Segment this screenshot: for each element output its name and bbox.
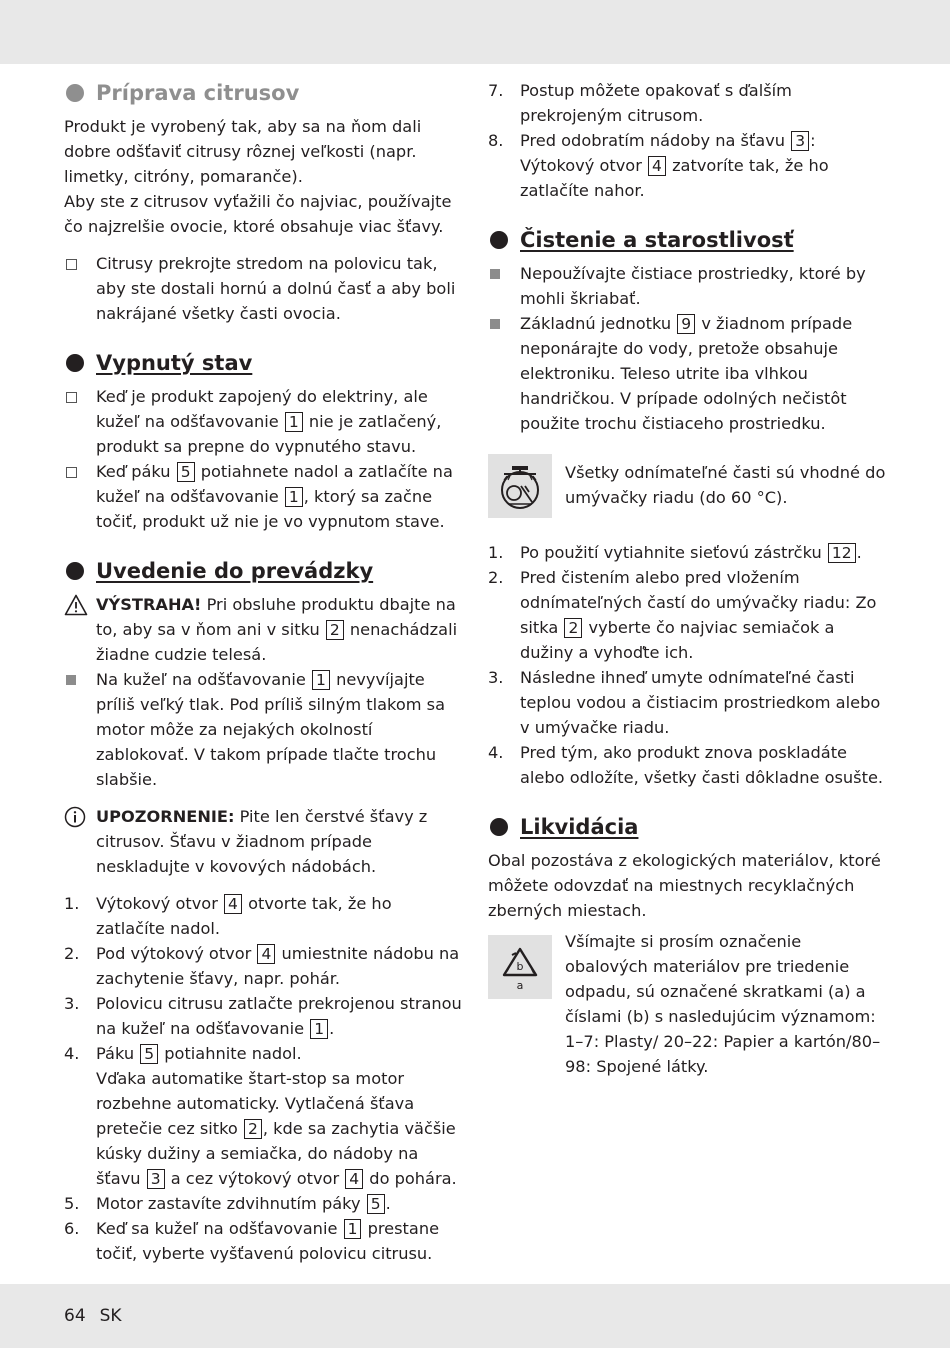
heading-vypnuty-stav: Vypnutý stav <box>64 348 464 378</box>
paragraph-intro-2: Aby ste z citrusov vyťažili čo najviac, používajte čo najzrelšie ovocie, ktoré obsahuje viac šťavy. <box>64 192 452 236</box>
heading-cistenie: Čistenie a starostlivosť <box>488 225 888 255</box>
recycle-text: Všímajte si prosím označenie obalových materiálov pre triedenie odpadu, sú označené skratkami (a) a číslami (b) s nasledujúcim významom: 1–7: Plasty/ 20–22: Papier a kartón/80–98: Spojené látky. <box>565 932 881 1076</box>
paragraph-intro: Produkt je vyrobený tak, aby sa na ňom dali dobre odšťaviť citrusy rôznej veľkosti (napr. limetky, citróny, pomaranče). <box>64 117 422 186</box>
square-bullet-icon <box>490 269 500 279</box>
top-bar <box>0 0 950 64</box>
bottom-bar <box>0 1284 950 1348</box>
language-code: SK <box>99 1306 122 1326</box>
step-item: 1. Výtokový otvor 4 otvorte tak, že ho zatlačíte nadol. <box>64 894 392 938</box>
step-item: 1. Po použití vytiahnite sieťovú zástrčku 12 . <box>488 543 862 562</box>
step-item: 2. Pod výtokový otvor 4 umiestnite nádobu na zachytenie šťavy, napr. pohár. <box>64 944 460 988</box>
dishwasher-note <box>488 454 888 518</box>
step-item: 7. Postup môžete opakovať s ďalším prekrojeným citrusom. <box>488 81 792 125</box>
list-item: Na kužeľ na odšťavovanie 1 nevyvíjajte príliš veľký tlak. Pod príliš silným tlakom sa motor môže za nejakých okolností zablokovať. V takom prípade tlačte trochu slabšie. <box>64 667 464 792</box>
step-item: 5. Motor zastavíte zdvihnutím páky 5 . <box>64 1194 391 1213</box>
right-column <box>488 78 888 1079</box>
square-bullet-icon <box>66 675 76 685</box>
recycle-note <box>488 932 888 1079</box>
svg-text:b: b <box>516 960 524 973</box>
square-bullet-icon <box>490 319 500 329</box>
bullet-dot <box>490 231 508 249</box>
step-item: 4. Páku 5 potiahnite nadol. Vďaka automatike štart-stop sa motor rozbehne automaticky. Vytlačená šťava pretečie cez sitko 2 , kde sa zachytia väčšie kúsky dužiny a semiačka, do nádoby na šťavu 3 a cez výtokový otvor 4 do pohára. <box>64 1044 457 1188</box>
dishwasher-text: Všetky odnímateľné časti sú vhodné do umývačky riadu (do 60 °C). <box>565 463 886 507</box>
left-column <box>64 78 464 1266</box>
step-item: 3. Následne ihneď umyte odnímateľné časti teplou vodou a čistiacim prostriedkom alebo v umývačke riadu. <box>488 668 881 737</box>
heading-priprava: Príprava citrusov <box>64 78 464 108</box>
heading-uvedenie: Uvedenie do prevádzky <box>64 556 464 586</box>
step-item: 6. Keď sa kužeľ na odšťavovanie 1 prestane točiť, vyberte vyšťavenú polovicu citrusu. <box>64 1219 440 1263</box>
bullet-dot <box>66 562 84 580</box>
step-item: 2. Pred čistením alebo pred vložením odnímateľných častí do umývačky riadu: Zo sitka 2 vyberte čo najviac semiačok a dužiny a vyhoďte ich. <box>488 568 877 662</box>
list-item: Základnú jednotku 9 v žiadnom prípade neponárajte do vody, pretože obsahuje elektroniku. Teleso utrite iba vlhkou handričkou. V prípade odolných nečistôt použite trochu čistiaceho prostriedku. <box>488 311 888 436</box>
step-item: 4. Pred tým, ako produkt znova poskladáte alebo odložíte, všetky časti dôkladne osušte. <box>488 743 884 787</box>
list-item: Nepoužívajte čistiace prostriedky, ktoré by mohli škriabať. <box>488 261 888 311</box>
heading-likvidacia: Likvidácia <box>488 812 888 842</box>
dishwasher-icon <box>488 454 552 518</box>
checkbox-bullet-icon <box>66 392 77 403</box>
step-item: 8. Pred odobratím nádoby na šťavu 3 : Výtokový otvor 4 zatvoríte tak, že ho zatlačíte nahor. <box>488 131 829 200</box>
warning-triangle-icon <box>64 592 88 623</box>
page-number: 64 <box>64 1306 86 1326</box>
info-icon <box>64 804 86 835</box>
footer <box>64 1304 122 1329</box>
bullet-dot <box>490 818 508 836</box>
bullet-dot <box>66 84 84 102</box>
step-item: 3. Polovicu citrusu zatlačte prekrojenou stranou na kužeľ na odšťavovanie 1 . <box>64 994 462 1038</box>
list-item: Keď je produkt zapojený do elektriny, ale kužeľ na odšťavovanie 1 nie je zatlačený, produkt sa prepne do vypnutého stavu. <box>64 384 464 459</box>
bullet-dot <box>66 354 84 372</box>
warning-block: VÝSTRAHA! Pri obsluhe produktu dbajte na to, aby sa v ňom ani v sitku 2 nenachádzali žiadne cudzie telesá. <box>64 592 464 667</box>
recycle-icon <box>488 935 552 999</box>
paragraph-disposal: Obal pozostáva z ekologických materiálov, ktoré môžete odovzdať na miestnych recyklačných zberných miestach. <box>488 851 881 920</box>
note-block: UPOZORNENIE: Pite len čerstvé šťavy z citrusov. Šťavu v žiadnom prípade neskladujte v kovových nádobách. <box>64 804 464 879</box>
svg-text:a: a <box>516 979 524 992</box>
checkbox-bullet-icon <box>66 467 77 478</box>
list-item: Keď páku 5 potiahnete nadol a zatlačíte na kužeľ na odšťavovanie 1 , ktorý sa začne točiť, produkt už nie je vo vypnutom stave. <box>64 459 464 534</box>
checkbox-bullet-icon <box>66 259 77 270</box>
list-item: Citrusy prekrojte stredom na polovicu tak, aby ste dostali hornú a dolnú časť a aby boli nakrájané všetky časti ovocia. <box>64 251 464 326</box>
